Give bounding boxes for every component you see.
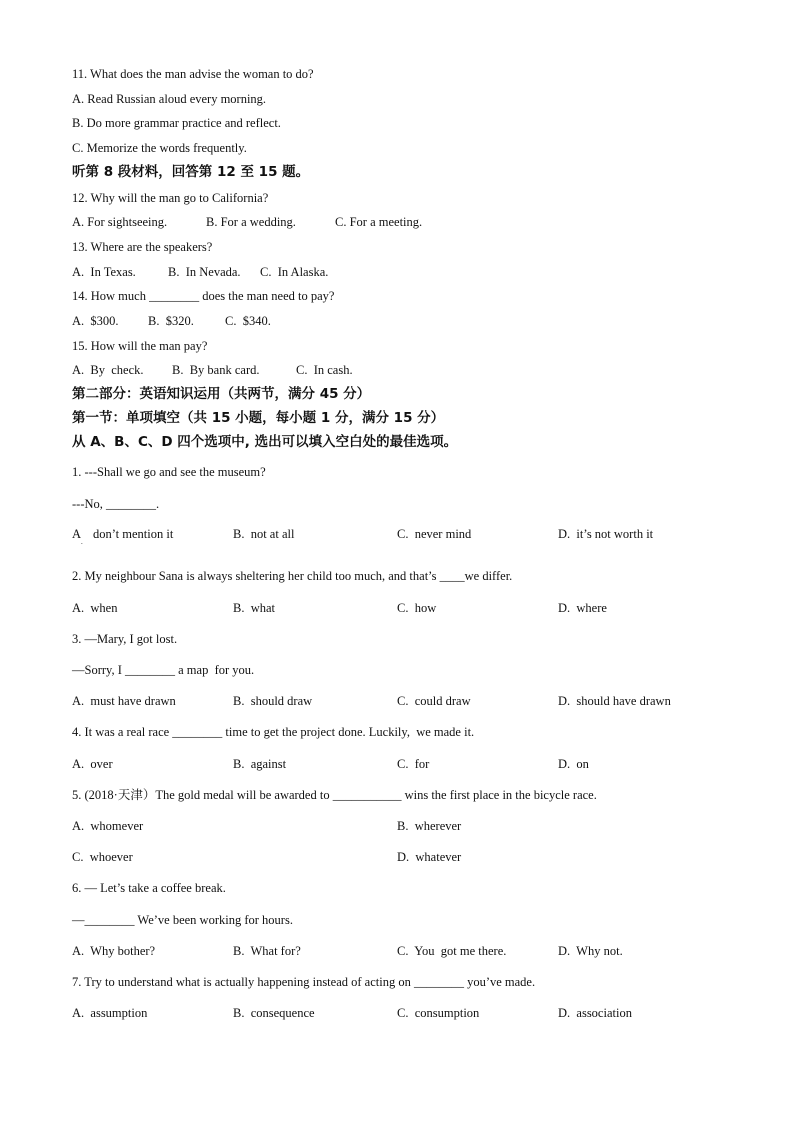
question-12-option-a: A. For sightseeing. (72, 215, 168, 229)
question-1-option-b: B. not at all (233, 527, 295, 541)
question-1-option-d: D. it’s not worth it (558, 527, 654, 541)
question-3-option-d: D. should have drawn (558, 694, 671, 708)
question-6-option-c: C. You got me there. (397, 944, 507, 958)
question-11-option-c: C. Memorize the words frequently. (72, 141, 247, 155)
question-13-option-a: A. In Texas. (72, 265, 136, 279)
question-5-option-c: C. whoever (72, 850, 133, 864)
question-6-line-2: —________ We’ve been working for hours. (72, 913, 293, 927)
question-15-option-b: B. By bank card. (172, 363, 260, 377)
question-2-option-b: B. what (233, 601, 276, 615)
question-3-option-b: B. should draw (233, 694, 313, 708)
question-14-stem: 14. How much ________ does the man need to pay? (72, 289, 335, 303)
question-3-line-2: —Sorry, I ________ a map for you. (72, 663, 255, 677)
question-7-option-d: D. association (558, 1006, 632, 1020)
question-5-option-d: D. whatever (397, 850, 462, 864)
question-11-stem: 11. What does the man advise the woman to do? (72, 67, 314, 81)
question-1-option-c: C. never mind (397, 527, 472, 541)
question-6-option-b: B. What for? (233, 944, 301, 958)
question-7-stem: 7. Try to understand what is actually happening instead of acting on ________ you’ve made. (72, 975, 536, 989)
question-11-option-b: B. Do more grammar practice and reflect. (72, 116, 281, 130)
question-7-option-b: B. consequence (233, 1006, 315, 1020)
section-1-title: 第一节：单项填空（共 15 小题，每小题 1 分，满分 15 分） (72, 410, 445, 426)
question-5-option-a: A. whomever (72, 819, 144, 833)
instruction-text: 从 A、B、C、D 四个选项中, 选出可以填入空白处的最佳选项。 (72, 434, 458, 450)
question-12-option-b: B. For a wedding. (206, 215, 296, 229)
question-14-option-b: B. $320. (148, 314, 194, 328)
question-4-stem: 4. It was a real race ________ time to get the project done. Luckily, we made it. (72, 725, 475, 739)
question-1-line-2: ---No, ________. (72, 497, 160, 511)
question-4-option-d: D. on (558, 757, 589, 771)
question-5-option-b: B. wherever (397, 819, 462, 833)
question-6-option-a: A. Why bother? (72, 944, 156, 958)
question-4-option-b: B. against (233, 757, 287, 771)
question-15-option-c: C. In cash. (296, 363, 353, 377)
question-3-option-c: C. could draw (397, 694, 471, 708)
question-3-line-1: 3. —Mary, I got lost. (72, 632, 178, 646)
question-1-line-1: 1. ---Shall we go and see the museum? (72, 465, 266, 479)
question-14-option-a: A. $300. (72, 314, 119, 328)
question-1-option-a-letter: A (72, 527, 82, 541)
question-4-option-a: A. over (72, 757, 113, 771)
question-6-option-d: D. Why not. (558, 944, 623, 958)
question-1-option-a-text: don’t mention it (93, 527, 174, 541)
question-6-line-1: 6. — Let’s take a coffee break. (72, 881, 226, 895)
question-2-option-c: C. how (397, 601, 437, 615)
question-1-option-a-mark: . (81, 538, 83, 546)
question-2-option-a: A. when (72, 601, 118, 615)
question-14-option-c: C. $340. (225, 314, 271, 328)
section-8-heading: 听第 8 段材料，回答第 12 至 15 题。 (72, 164, 310, 180)
question-2-stem: 2. My neighbour Sana is always sheltering her child too much, and that’s ____we differ. (72, 569, 513, 583)
question-12-option-c: C. For a meeting. (335, 215, 423, 229)
question-2-option-d: D. where (558, 601, 607, 615)
question-13-stem: 13. Where are the speakers? (72, 240, 213, 254)
question-15-stem: 15. How will the man pay? (72, 339, 208, 353)
question-4-option-c: C. for (397, 757, 430, 771)
question-5-stem: 5. (2018·天津）The gold medal will be awarded to ___________ wins the first place in the bicycle race. (72, 788, 597, 802)
question-7-option-c: C. consumption (397, 1006, 480, 1020)
question-11-option-a: A. Read Russian aloud every morning. (72, 92, 267, 106)
question-13-option-b: B. In Nevada. (168, 265, 241, 279)
question-7-option-a: A. assumption (72, 1006, 148, 1020)
question-13-option-c: C. In Alaska. (260, 265, 329, 279)
question-3-option-a: A. must have drawn (72, 694, 176, 708)
question-12-stem: 12. Why will the man go to California? (72, 191, 269, 205)
question-15-option-a: A. By check. (72, 363, 144, 377)
part-2-title: 第二部分：英语知识运用（共两节，满分 45 分） (72, 386, 371, 402)
